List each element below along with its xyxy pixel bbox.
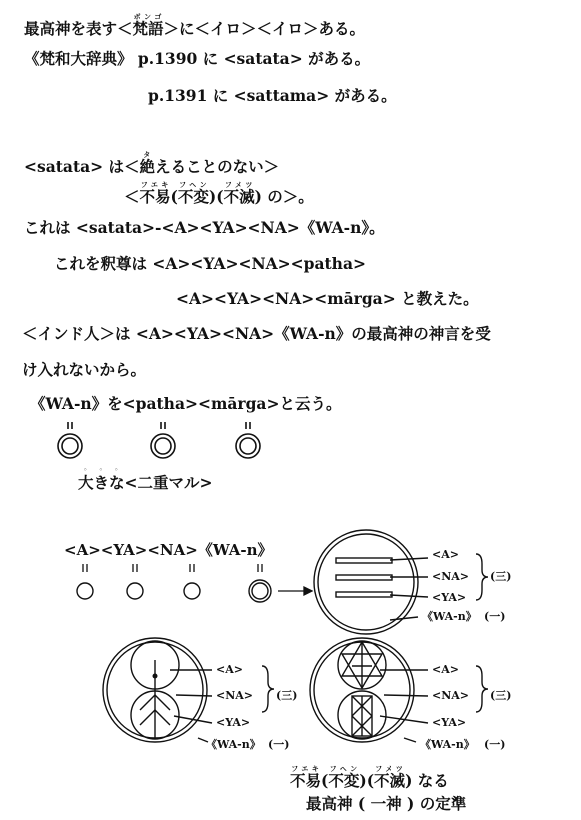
- c3-label-ya: <YA>: [432, 716, 467, 729]
- caption-ruby-fueki: 不易フエキ: [290, 764, 322, 790]
- ruby-fumetsu: 不滅フメツ: [223, 180, 255, 206]
- c2-label-na: <NA>: [216, 689, 254, 702]
- line-08: <A><YA><NA><mārga> と教えた。: [176, 289, 479, 308]
- arrow-icon: [278, 587, 312, 595]
- header-a: <A>: [64, 541, 101, 559]
- c2-label-one: (一): [268, 738, 290, 751]
- header-na: <NA>: [147, 541, 198, 559]
- c1-label-one: (一): [484, 610, 506, 623]
- c2-label-a: <A>: [216, 663, 243, 676]
- ruby-dot-3: な◦: [109, 465, 125, 492]
- c3-label-a: <A>: [432, 663, 459, 676]
- c1-label-wan: 《WA-n》: [422, 610, 477, 623]
- header-wan: 《WA-n》: [197, 541, 273, 559]
- line-07: これを釈尊は <A><YA><NA><patha>: [54, 254, 366, 273]
- ruby-dot-1: 大◦: [78, 465, 94, 492]
- circle-ya: [127, 583, 143, 599]
- dot-marker: [153, 674, 158, 679]
- c3-label-three: (三): [490, 689, 512, 702]
- caption-ruby-fuhen: 不変フヘン: [328, 764, 360, 790]
- c1-label-three: (三): [490, 570, 512, 583]
- equals-marks: [83, 564, 262, 572]
- double-circle-2: [151, 422, 175, 458]
- line-09: ＜インド人＞は <A><YA><NA>《WA-n》の最高神の神言を受: [22, 324, 491, 343]
- line-04: <satata> は＜絶タえることのない＞: [24, 150, 280, 176]
- line-02: 《梵和大辞典》 p.1390 に <satata> がある。: [24, 49, 371, 68]
- line-10: け入れないから。: [22, 360, 147, 379]
- line-01: 最高神を表す＜梵語ボンゴ＞に＜イロ＞＜イロ＞ある。: [24, 12, 366, 38]
- c2-label-ya: <YA>: [216, 716, 251, 729]
- caption-line-2: 最高神 ( 一神 ) の定準: [306, 794, 467, 813]
- c3-label-one: (一): [484, 738, 506, 751]
- double-circle-3: [236, 422, 260, 458]
- c1-label-a: <A>: [432, 548, 459, 561]
- ruby-bongo: 梵語ボンゴ: [132, 12, 164, 38]
- line-03: p.1391 に <sattama> がある。: [148, 86, 397, 105]
- double-circles-row: [50, 420, 350, 470]
- line-12: 大◦き◦な◦<二重マル>: [78, 465, 213, 492]
- circle-a: [77, 583, 93, 599]
- circle-wan-double: [249, 580, 271, 602]
- double-circle-1: [58, 422, 82, 458]
- c1-label-ya: <YA>: [432, 591, 467, 604]
- ruby-dot-2: き◦: [93, 465, 110, 492]
- c2-label-wan: 《WA-n》: [206, 738, 261, 751]
- line-11: 《WA-n》を<patha><mārga>と云う。: [30, 394, 342, 413]
- c2-label-three: (三): [276, 689, 298, 702]
- line-05: ＜不易フエキ(不変フヘン)(不滅フメツ) の＞。: [124, 180, 314, 206]
- ruby-fueki: 不易フエキ: [139, 180, 171, 206]
- caption-line-1: 不易フエキ(不変フヘン)(不滅フメツ) なる: [290, 764, 449, 790]
- line-06: これは <satata>-<A><YA><NA>《WA-n》。: [24, 218, 385, 237]
- ruby-fuhen: 不変フヘン: [177, 180, 209, 206]
- circle-na: [184, 583, 200, 599]
- c3-label-na: <NA>: [432, 689, 470, 702]
- ruby-ta: 絶タ: [139, 150, 156, 176]
- header-ya: <YA>: [100, 541, 148, 559]
- c3-label-wan: 《WA-n》: [420, 738, 475, 751]
- c1-label-na: <NA>: [432, 570, 470, 583]
- caption-ruby-fumetsu: 不滅フメツ: [374, 764, 406, 790]
